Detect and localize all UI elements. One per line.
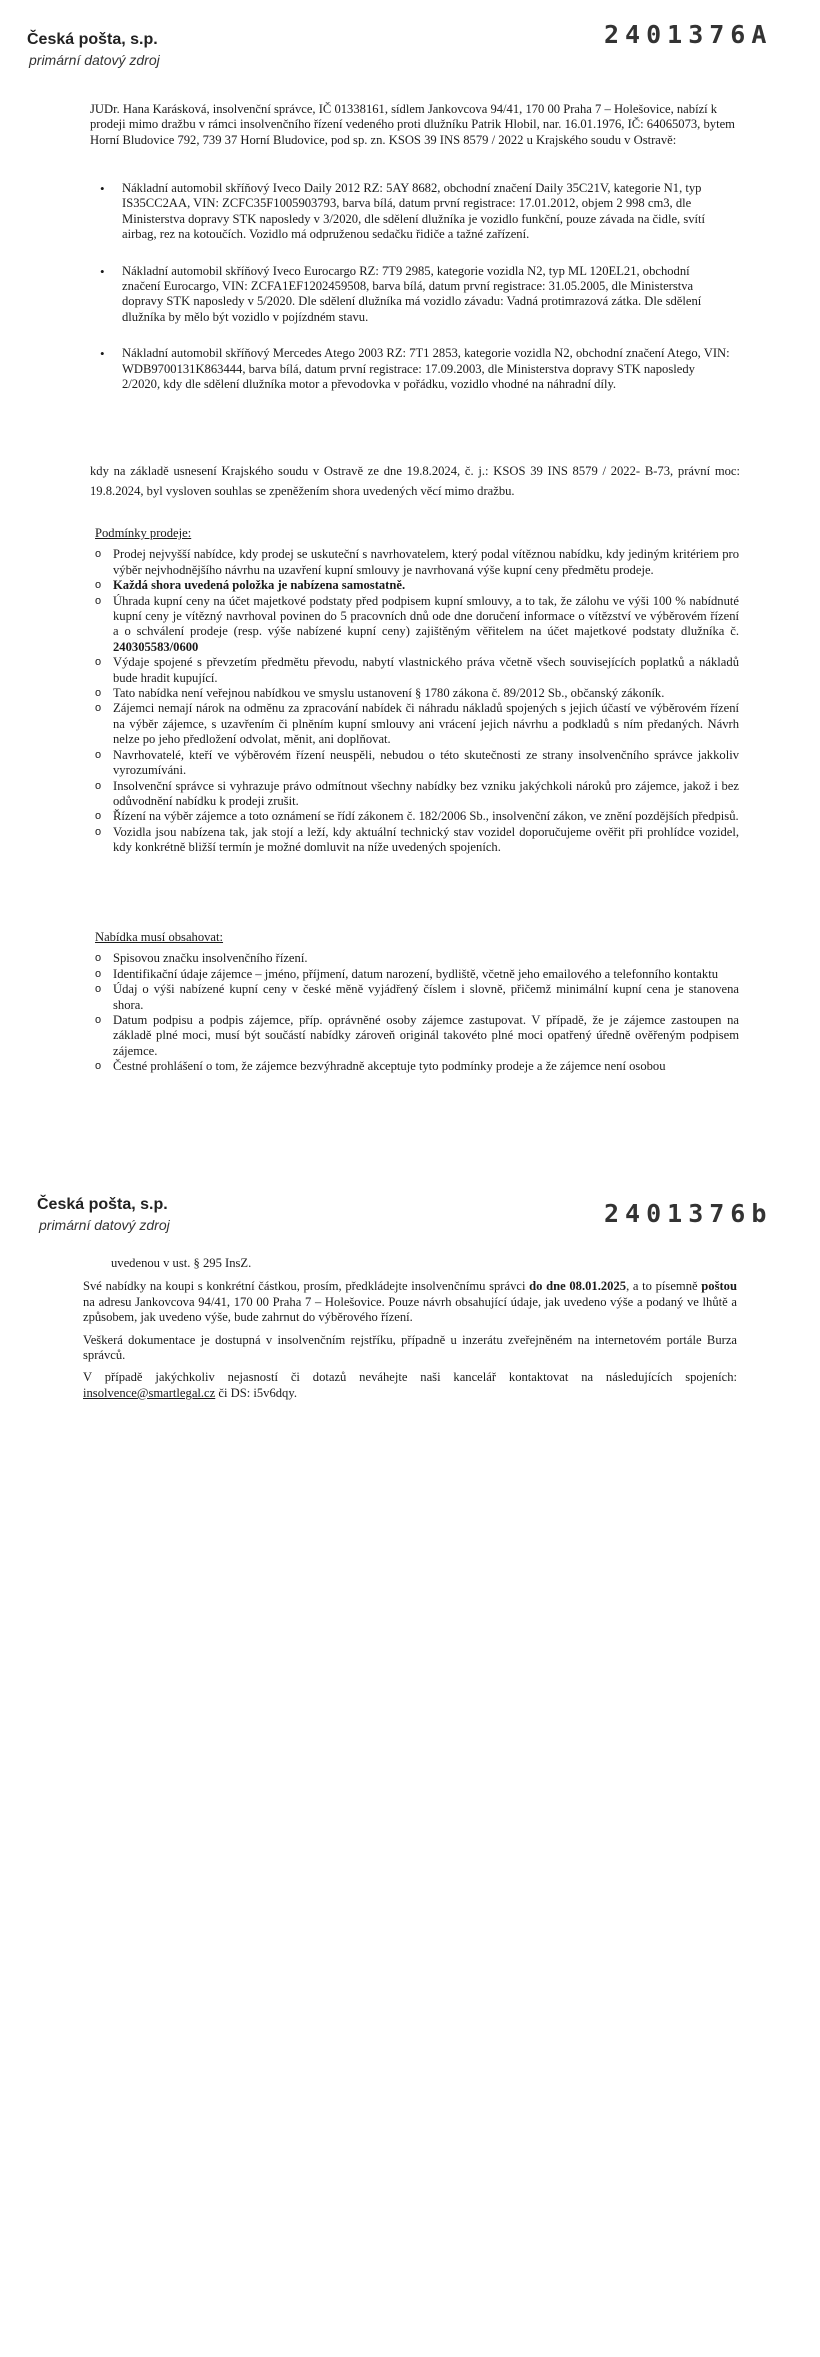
condition-item: o Řízení na výběr zájemce a toto oznámení se řídí zákonem č. 182/2006 Sb., insolvenční zákon, ve znění pozdějších předpisů.	[95, 809, 739, 824]
offer-item: o Identifikační údaje zájemce – jméno, příjmení, datum narození, bydliště, včetně jeho emailového a telefonního kontaktu	[95, 967, 739, 982]
conditions-heading: Podmínky prodeje:	[95, 526, 192, 540]
page1-header	[27, 31, 160, 68]
submission-text: na adresu Jankovcova 94/41, 170 00 Praha 7 – Holešovice. Pouze návrh obsahující údaje, jak uvedeno výše a podaný ve lhůtě a způsobem, jak uvedeno výše, bude zahrnut do výběrového řízení.	[83, 1294, 737, 1325]
page2-stamp: 2401376b	[604, 1199, 773, 1228]
account-number: 240305583/0600	[113, 639, 199, 654]
offer-heading: Nabídka musí obsahovat:	[95, 930, 224, 944]
submission-text: , a to písemně	[626, 1279, 702, 1294]
vehicle-item: • Nákladní automobil skříňový Iveco Daily 2012 RZ: 5AY 8682, obchodní značení Daily 35C21V, kategorie N1, typ IS35CC2AA, VIN: ZCFC35F1005903793, barva bílá, datum první registrace: 17.01.2012, objem 2 998 cm3, dle Ministerstva dopravy STK naposledy v 3/2020, dle sdělení dlužníka je vozidlo funkční, pouze závada na čidle, svítí airbag, rez na kotoučích. Vozidlo má odpruženou sedačku řidiče a tažné zařízení.	[100, 181, 730, 243]
header-title: Česká pošta, s.p.	[27, 31, 158, 48]
submission-paragraph	[83, 1279, 737, 1325]
condition-item: o Insolvenční správce si vyhrazuje právo odmítnout všechny nabídky bez vzniku jakýchkoli nároků pro zájemce, jakož i bez odůvodnění nabídku k prodeji zrušit.	[95, 779, 739, 810]
page2-body	[83, 1256, 737, 1401]
contact-text: V případě jakýchkoliv nejasností či dotazů neváhejte naši kancelář kontaktovat na následujících spojeních:	[83, 1370, 737, 1385]
condition-item: o Tato nabídka není veřejnou nabídkou ve smyslu ustanovení § 1780 zákona č. 89/2012 Sb., občanský zákoník.	[95, 686, 739, 701]
vehicle-item: • Nákladní automobil skříňový Mercedes Atego 2003 RZ: 7T1 2853, kategorie vozidla N2, obchodní značení Atego, VIN: WDB9700131K863444, barva bílá, datum první registrace: 17.09.2003, dle Ministerstva dopravy STK naposledy 2/2020, kdy dle sdělení dlužníka motor a převodovka v pořádku, vozidlo vhodné na náhradní díly.	[100, 346, 730, 392]
contact-paragraph	[83, 1370, 737, 1401]
resolution-text: kdy na základě usnesení Krajského soudu v Ostravě ze dne 19.8.2024, č. j.: KSOS 39 INS 8579 / 2022- B-73, právní moc: 19.8.2024, byl vysloven souhlas se zpeněžením shora uvedených věcí mimo dražbu.	[90, 464, 740, 498]
submission-text: Své nabídky na koupi s konkrétní částkou, prosím, předkládejte insolvenčnímu správci	[83, 1279, 530, 1294]
contact-email-link[interactable]: insolvence@smartlegal.cz	[83, 1385, 216, 1400]
intro-text: JUDr. Hana Karásková, insolvenční správce, IČ 01338161, sídlem Jankovcova 94/41, 170 00 Praha 7 – Holešovice, nabízí k prodeji mimo dražbu v rámci insolvenčního řízení vedeného proti dlužníku Patrik Hlobil, nar. 16.01.1976, IČ: 64065073, bytem Horní Bludovice 792, 739 37 Horní Bludovice, pod sp. zn. KSOS 39 INS 8579 / 2022 u Krajského soudu v Ostravě:	[90, 102, 735, 147]
resolution-paragraph	[90, 461, 740, 501]
header-title: Česká pošta, s.p.	[37, 1196, 168, 1213]
condition-item	[95, 578, 739, 593]
submission-method: poštou	[701, 1279, 737, 1294]
page2-header	[37, 1196, 170, 1233]
contact-ds: či DS: i5v6dqy.	[215, 1385, 297, 1400]
offer-item: o Čestné prohlášení o tom, že zájemce bezvýhradně akceptuje tyto podmínky prodeje a že zájemce není osobou	[95, 1059, 739, 1074]
header-subtitle: primární datový zdroj	[29, 52, 160, 68]
vehicle-list	[100, 181, 730, 413]
documentation-paragraph: Veškerá dokumentace je dostupná v insolvenčním rejstříku, případně u inzerátu zveřejněném na internetovém portále Burza správců.	[83, 1332, 737, 1363]
condition-bold: Každá shora uvedená položka je nabízena samostatně.	[113, 578, 406, 593]
condition-item: o Vozidla jsou nabízena tak, jak stojí a leží, kdy aktuální technický stav vozidel doporučujeme ověřit při prohlídce vozidel, kdy konkrétně bližší termín je možné domluvit na níže uvedených spojeních.	[95, 825, 739, 856]
condition-text: Úhrada kupní ceny na účet majetkové podstaty před podpisem kupní smlouvy, a to tak, že zálohu ve výši 100 % nabídnuté kupní ceny je vítězný navrhoval povinen do 5 pracovních dnů ode dne doručení informace o vítězství ve výběrovém řízení a o schválení prodeje (resp. výše nabízené kupní ceny) zajištěným věřitelem na účet majetkové podstaty dlužníka č.	[113, 593, 739, 639]
condition-item	[95, 594, 739, 656]
page1-stamp: 2401376A	[604, 20, 773, 49]
header-subtitle: primární datový zdroj	[39, 1217, 170, 1233]
condition-item: o Výdaje spojené s převzetím předmětu převodu, nabytí vlastnického práva včetně všech souvisejících poplatků a nákladů bude hradit kupující.	[95, 655, 739, 686]
offer-item: o Spisovou značku insolvenčního řízení.	[95, 951, 739, 966]
submission-deadline: do dne 08.01.2025	[529, 1279, 627, 1294]
conditions-section	[95, 526, 739, 856]
condition-item: o Zájemci nemají nárok na odměnu za zpracování nabídek či náhradu nákladů spojených s jejich účastí ve výběrovém řízení na výběr zájemce, s uzavřením či plněním kupní smlouvy ani vrácení jejich návrhu a podkladů s ním předaných. Návrh nelze po jeho předložení odvolat, měnit, ani doplňovat.	[95, 701, 739, 747]
condition-item: o Navrhovatelé, kteří ve výběrovém řízení neuspěli, nebudou o této skutečnosti ze strany insolvenčního správce jakkoliv vyrozumíváni.	[95, 748, 739, 779]
offer-item: o Údaj o výši nabízené kupní ceny v české měně vyjádřený číslem i slovně, přičemž minimální kupní cena je stanovena shora.	[95, 982, 739, 1013]
condition-item: o Prodej nejvyšší nabídce, kdy prodej se uskuteční s navrhovatelem, který podal vítěznou nabídku, kdy jediným kritériem pro výběr nejvhodnějšího návrhu na uzavření kupní smlouvy je navrhovaná výše kupní ceny předmětu prodeje.	[95, 547, 739, 578]
offer-section	[95, 930, 739, 1075]
intro-paragraph	[90, 102, 740, 148]
offer-item: o Datum podpisu a podpis zájemce, příp. oprávněné osoby zájemce zastupovat. V případě, že je zájemce zastoupen na základě plné moci, musí být součástí nabídky zároveň originál takovéto plné moci opatřený úředně ověřeným podpisem zájemce.	[95, 1013, 739, 1059]
vehicle-item: • Nákladní automobil skříňový Iveco Eurocargo RZ: 7T9 2985, kategorie vozidla N2, typ ML 120EL21, obchodní značení Eurocargo, VIN: ZCFA1EF1202459508, barva bílá, datum první registrace: 31.05.2005, dle Ministerstva dopravy STK naposledy v 5/2020. Dle sdělení dlužníka má vozidlo závadu: Vadná protimrazová zátka. Dle sdělení dlužníka by mělo být vozidlo v pojízdném stavu.	[100, 264, 730, 326]
offer-continuation: uvedenou v ust. § 295 InsZ.	[111, 1256, 252, 1270]
